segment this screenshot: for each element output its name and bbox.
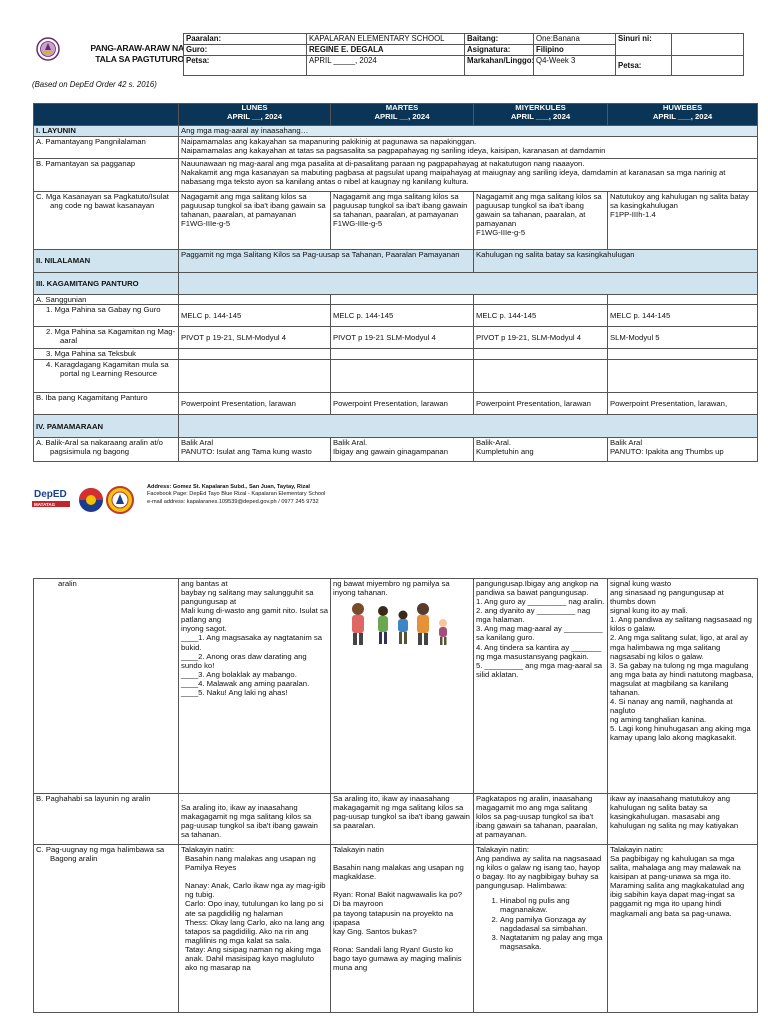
petsa2-value bbox=[672, 56, 744, 76]
baitang-value: One:Banana bbox=[534, 34, 616, 45]
pag-uugnay-miyerkules: Talakayin natin: Ang pandiwa ay salita na nagsasaad ng kilos o galaw ng isang tao, hayop o bagay. Ito ay nagbibigay buhay sa pangungusap. Halimbawa: 1. Hinabol ng pulis ang magnanakaw. 2. Ang pamilya Gonzaga ay nagdadasal sa simbahan. 3. Nagtatanim ng palay ang mga magsasaka. bbox=[474, 845, 608, 1013]
deped-logo bbox=[32, 486, 72, 512]
paghahabi-label: B. Paghahabi sa layunin ng aralin bbox=[34, 794, 179, 845]
pamantayan-pagganap-text: Nauunawaan ng mag-aaral ang mga pasalita at di-pasalitang paraan ng pagpapahayag at nakatutugon nang naaayon. Nakakamit ang mga kasanayan sa mabuting pagbasa at pagsulat upang maipahayag at maiugnay ang sariling ideya, damdamin at karanasan sa mga narinig at nabasang mga teksto ayon sa kanilang antas o nibel at kaugnay ng kanilang kultura. bbox=[179, 159, 758, 192]
balik-aral-lunes: Balik Aral PANUTO: Isulat ang Tama kung wasto bbox=[179, 438, 331, 462]
form-title-line1: PANG-ARAW-ARAW NA bbox=[90, 43, 184, 53]
day-header-lunes: LUNES APRIL __, 2024 bbox=[179, 104, 331, 126]
karagdagang-kagamitan-label: 4. Karagdagang Kagamitan mula sa portal ng Learning Resource bbox=[34, 360, 179, 393]
kagamitan-magaaral-label: 2. Mga Pahina sa Kagamitan ng Mag-aaral bbox=[34, 327, 179, 349]
paghahabi-miyerkules: Pagkatapos ng aralin, inaasahang magagamit mo ang mga salitang kilos sa pag-uusap tungkol sa iba't ibang gawain sa tahanan, paaralan, at pamayanan. bbox=[474, 794, 608, 845]
form-title-line2: TALA SA PAGTUTURO bbox=[95, 54, 184, 65]
guro-value: REGINE E. DEGALA bbox=[307, 45, 465, 56]
day-header-martes: MARTES APRIL __, 2024 bbox=[331, 104, 474, 126]
balik-aral-cont-huwebes: signal kung wasto ang sinasaad ng pangungusap at thumbs down signal kung ito ay mali. 1. Ang pandiwa ay salitang nagsasaad ng kilos o galaw. 2. Ang mga salitang sulat, ligo, at aral ay mga halimbawa ng mga salitang nagsasabi ng kilos o galaw. 3. Sa gabay na tulong ng mga magulang ang mga bata ay hindi natutong magbasa, magsulat at magbilang sa kanilang tahanan. 4. Si nanay ang namili, naghanda at nagluto ng aming tanghalian kanina. 5. Lagi kong hinuhugasan ang aking mga kamay upang lalo akong magkasakit. bbox=[608, 579, 758, 794]
paghahabi-lunes: . Sa araling ito, ikaw ay inaasahang makagagamit ng mga salitang kilos sa pag-uusap tungkol sa iba't ibang gawain sa tahanan. bbox=[179, 794, 331, 845]
asignatura-label: Asignatura: bbox=[465, 45, 534, 56]
section-kagamitan: III. KAGAMITANG PANTURO bbox=[34, 273, 179, 295]
iba-pang-kagamitan-lunes: Powerpoint Presentation, larawan bbox=[179, 393, 331, 415]
header-table bbox=[183, 33, 744, 76]
sinuri-value bbox=[672, 34, 744, 56]
iba-pang-kagamitan-label: B. Iba pang Kagamitang Panturo bbox=[34, 393, 179, 415]
pag-uugnay-label: C. Pag-uugnay ng mga halimbawa sa Bagong aralin bbox=[34, 845, 179, 1013]
kagamitan-magaaral-huwebes: SLM-Modyul 5 bbox=[608, 327, 758, 349]
iba-pang-kagamitan-miyerkules: Powerpoint Presentation, larawan bbox=[474, 393, 608, 415]
dll-table-page2 bbox=[33, 578, 758, 1013]
footer-facebook: Facebook Page: DepEd Tayo Blue Rizal - Kapalaran Elementary School bbox=[147, 491, 326, 498]
section-nilalaman: II. NILALAMAN bbox=[34, 250, 179, 273]
gabay-guro-martes: MELC p. 144-145 bbox=[331, 305, 474, 327]
baitang-label: Baitang: bbox=[465, 34, 534, 45]
balik-aral-cont-miyerkules: pangungusap.Ibigay ang angkop na pandiwa sa bawat pangungusap. 1. Ang guro ay _________ nag aralin. 2. ang dyanito ay _________ nag mga halaman. 3. Ang mag mag-aaral ay _________ sa kanilang guro. 4. Ang tindera sa kantira ay _______ ng mga masustansyang pagkain. 5. _________ ang mga mag-aaral sa silid aklatan. bbox=[474, 579, 608, 794]
halimbawa-1: 1. Hinabol ng pulis ang magnanakaw. bbox=[500, 896, 605, 914]
balik-aral-cont-martes: ng bawat miyembro ng pamilya sa inyong tahanan. bbox=[331, 579, 474, 794]
footer-contact bbox=[147, 484, 507, 506]
balik-aral-miyerkules: Balik-Aral. Kumpletuhin ang bbox=[474, 438, 608, 462]
footer-address: Address: Gomez St. Kapalaran Subd., San Juan, Taytay, Rizal bbox=[147, 484, 310, 490]
paaralan-label: Paaralan: bbox=[184, 34, 307, 45]
halimbawa-3: 3. Nagtatanim ng palay ang mga magsasaka. bbox=[500, 933, 605, 951]
kasanayan-huwebes: Natutukoy ang kahulugan ng salita batay sa kasingkahulugan F1PP-IIIh-1.4 bbox=[608, 192, 758, 250]
balik-aral-martes: Balik Aral. Ibigay ang gawain ginagampanan bbox=[331, 438, 474, 462]
pamantayang-pangnilalaman-label: A. Pamantayang Pangnilalaman bbox=[34, 137, 179, 159]
pamamaraan-blank bbox=[179, 415, 758, 438]
paaralan-value: KAPALARAN ELEMENTARY SCHOOL bbox=[307, 34, 465, 45]
section-pamamaraan: IV. PAMAMARAAN bbox=[34, 415, 179, 438]
kagamitan-magaaral-miyerkules: PIVOT p 19-21, SLM-Modyul 4 bbox=[474, 327, 608, 349]
layunin-text: Ang mga mag-aaral ay inaasahang… bbox=[179, 126, 758, 137]
paghahabi-martes: Sa araling ito, ikaw ay inaasahang makagagamit ng mga salitang kilos sa pag-uusap tungkol sa iba't ibang gawain sa paaralan. bbox=[331, 794, 474, 845]
based-on-note: (Based on DepEd Order 42 s. 2016) bbox=[32, 80, 157, 89]
balik-aral-huwebes: Balik Aral PANUTO: Ipakita ang Thumbs up bbox=[608, 438, 758, 462]
kasanayan-martes: Nagagamit ang mga salitang kilos sa paguusap tungkol sa iba't ibang gawain sa tahanan, paaralan, at pamayanan F1WG-IIIe-g-5 bbox=[331, 192, 474, 250]
balik-aral-label: A. Balik-Aral sa nakaraang aralin at/o pagsisimula ng bagong bbox=[34, 438, 179, 462]
kasanayan-label: C. Mga Kasanayan sa Pagkatuto/Isulat ang code ng bawat kasanayan bbox=[34, 192, 179, 250]
pag-uugnay-lunes: Talakayin natin: Basahin nang malakas ang usapan ng Pamilya Reyes Nanay: Anak, Carlo ikaw nga ay mag-igib ng tubig. Carlo: Opo inay, tutulungan ko lang po si ate sa pagdidilig ng halaman Thess: Okay lang Carlo, ako na lang ang tatapos sa pagdidilig. Ako na rin ang maglilinis ng mga kalat sa sala. Tatay: Ang sisipag naman ng aking mga anak. Dahil masisipag kayo magluluto ako ng masarap na bbox=[179, 845, 331, 1013]
pamantayan-pagganap-label: B. Pamantayan sa pagganap bbox=[34, 159, 179, 192]
matatag-logo-text: MATATAG bbox=[34, 502, 56, 507]
footer-email: e-mail address: kapalaranes.109539@deped.gov.ph / 0977 245 9732 bbox=[147, 498, 319, 505]
nilalaman-miyerkules-huwebes: Kahulugan ng salita batay sa kasingkahulugan bbox=[474, 250, 758, 273]
deped-logo-text: DepED bbox=[34, 489, 67, 500]
balik-aral-cont-lunes: ang bantas at baybay ng salitang may salungguhit sa pangungusap at Mali kung di-wasto ang gamit nito. Isulat sa patlang ang inyong sagot. ____1. Ang magsasaka ay nagtatanim sa bukid. ____2. Anong oras daw darating ang sundo ko! ____3. Ang bolaklak ay mabango. ____4. Malawak ang aming paaralan. ____5. Naku! Ang laki ng ahas! bbox=[179, 579, 331, 794]
school-logo bbox=[106, 486, 134, 514]
bagong-pilipinas-logo bbox=[78, 487, 104, 513]
pag-uugnay-huwebes: Talakayin natin: Sa pagbibigay ng kahulugan sa mga salita, mahalaga ang may malawak na kaisipan at pang-unawa sa mga ito. Maraming salita ang magkakatulad ang ibig sabihin kaya dapat mag-ingat sa paggamit ng mga ito upang hindi magkamali ang bata sa pag-unawa. bbox=[608, 845, 758, 1013]
markahan-value: Q4-Week 3 bbox=[534, 56, 616, 76]
petsa2-label: Petsa: bbox=[616, 56, 672, 76]
pag-uugnay-martes: Talakayin natin Basahin nang malakas ang usapan ng magkaklase. Ryan: Rona! Bakit nagwawalis ka po? Di ba mayroon pa tayong tatapusin na proyekto na ipapasa kay Gng. Santos bukas? Rona: Sandali lang Ryan! Gusto ko bago tayo gumawa ay maging malinis muna ang bbox=[331, 845, 474, 1013]
petsa-label: Petsa: bbox=[184, 56, 307, 76]
school-seal bbox=[36, 37, 60, 61]
nilalaman-lunes-martes: Paggamit ng mga Salitang Kilos sa Pag-uusap sa Tahanan, Paaralan Pamayanan bbox=[179, 250, 474, 273]
markahan-label: Markahan/Linggo: bbox=[465, 56, 534, 76]
paghahabi-huwebes: ikaw ay inaasahang matutukoy ang kahulugan ng salita batay sa kasingkahulugan. masasabi ang kahulugan ng salita ng may katiyakan bbox=[608, 794, 758, 845]
family-illustration bbox=[343, 601, 463, 647]
sinuri-label: Sinuri ni: bbox=[616, 34, 672, 56]
gabay-guro-huwebes: MELC p. 144-145 bbox=[608, 305, 758, 327]
petsa-value: APRIL _____, 2024 bbox=[307, 56, 465, 76]
corner-cell bbox=[34, 104, 179, 126]
day-header-miyerkules: MIYERKULES APRIL ___, 2024 bbox=[474, 104, 608, 126]
kagamitan-blank bbox=[179, 273, 758, 295]
halimbawa-2: 2. Ang pamilya Gonzaga ay nagdadasal sa simbahan. bbox=[500, 915, 605, 933]
form-title bbox=[74, 43, 184, 65]
iba-pang-kagamitan-martes: Powerpoint Presentation, larawan bbox=[331, 393, 474, 415]
day-header-huwebes: HUWEBES APRIL ___, 2024 bbox=[608, 104, 758, 126]
dll-table-page1 bbox=[33, 103, 758, 462]
iba-pang-kagamitan-huwebes: Powerpoint Presentation, larawan, bbox=[608, 393, 758, 415]
kagamitan-magaaral-martes: PIVOT p 19-21 SLM-Modyul 4 bbox=[331, 327, 474, 349]
guro-label: Guro: bbox=[184, 45, 307, 56]
kagamitan-magaaral-lunes: PIVOT p 19-21, SLM-Modyul 4 bbox=[179, 327, 331, 349]
section-layunin: I. LAYUNIN bbox=[34, 126, 179, 137]
kasanayan-miyerkules: Nagagamit ang mga salitang kilos sa paguusap tungkol sa iba't ibang gawain sa tahanan, paaralan, at pamayanan F1WG-IIIe-g-5 bbox=[474, 192, 608, 250]
gabay-guro-miyerkules: MELC p. 144-145 bbox=[474, 305, 608, 327]
gabay-guro-lunes: MELC p. 144-145 bbox=[179, 305, 331, 327]
gabay-guro-label: 1. Mga Pahina sa Gabay ng Guro bbox=[34, 305, 179, 327]
balik-aral-cont-label: aralin bbox=[34, 579, 179, 794]
teksbuk-label: 3. Mga Pahina sa Teksbuk bbox=[34, 349, 179, 360]
kasanayan-lunes: Nagagamit ang mga salitang kilos sa paguusap tungkol sa iba't ibang gawain sa tahanan, paaralan, at pamayanan F1WG-IIIe-g-5 bbox=[179, 192, 331, 250]
sanggunian-label: A. Sanggunian bbox=[34, 295, 179, 305]
pamantayang-pangnilalaman-text: Naipamamalas ang kakayahan sa mapanuring pakikinig at pagunawa sa napakinggan. Naipamamalas ang kakayahan at tatas sa pagsasalita sa pagpapahayag ng sariling ideya, kaisipan, karanasan at damdamin bbox=[179, 137, 758, 159]
asignatura-value: Filipino bbox=[534, 45, 616, 56]
